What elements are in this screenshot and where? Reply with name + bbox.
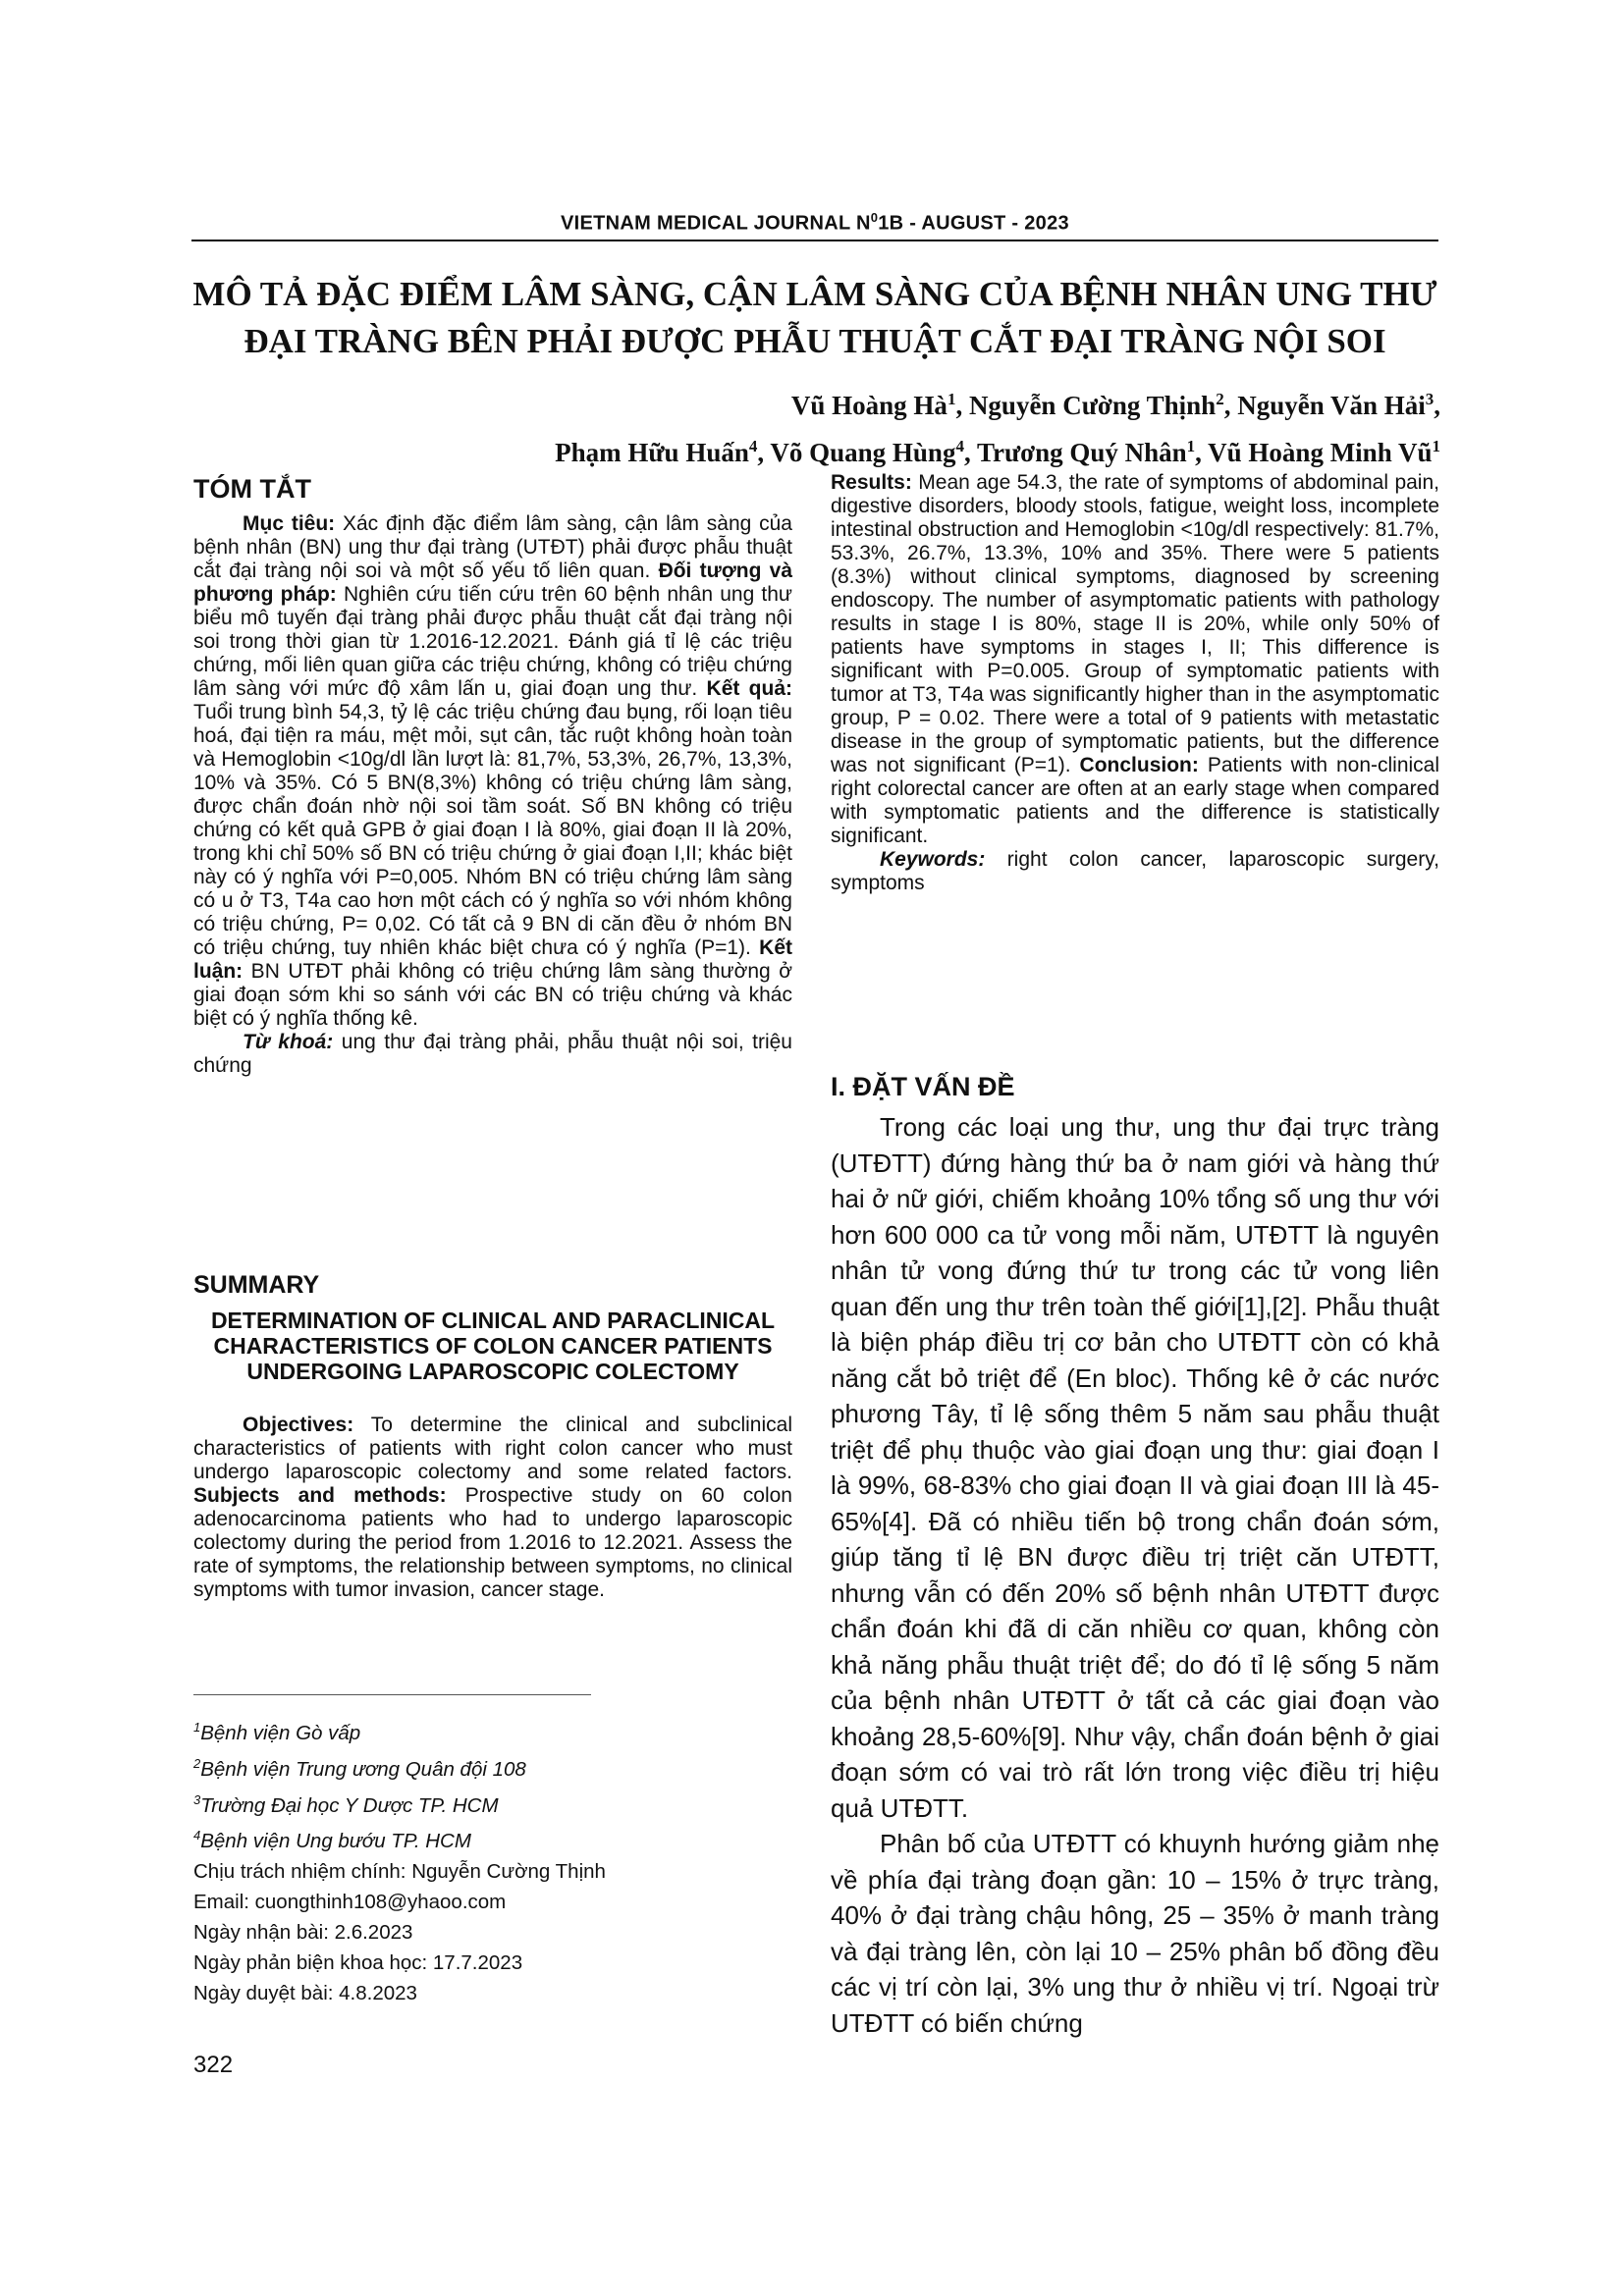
en-summary-heading: SUMMARY: [193, 1271, 320, 1299]
vn-keywords: Từ khoá: ung thư đại tràng phải, phẫu thuật nội soi, triệu chứng: [193, 1031, 792, 1077]
email-line: Email: cuongthinh108@yhaoo.com: [193, 1891, 507, 1914]
affiliation-3: $^3$Trường Đại học Y Dược TP. HCM: [193, 1791, 499, 1817]
en-abstract-part2: Results: Mean age 54.3, the rate of symptoms of abdominal pain, digestive disorders, bloody stools, fatigue, weight loss, incomplete intestinal obstruction and Hemoglobin <10g/dl respectively: 81.7%, 53.3%, 26.7%, 13.3%, 10% and 35%. There were 5 patients (8.3%) without clinical symptoms, diagnosed by screening endoscopy. The number of asymptomatic patients with pathology results in stage I is 80%, stage II is 20%, while only 50% of patients have symptoms in stages I, II; This difference is significant with P=0.005. Group of symptomatic patients with tumor at T3, T4a was significantly higher than in the asymptomatic group, P = 0.02. There were a total of 9 patients with metastatic disease in the group of symptomatic patients, but the difference was not significant (P=1). Conclusion: Patients with non-clinical right colorectal cancer are often at an early stage when compared with symptomatic patients and the difference is statistically significant. Keywords: right colon cancer, laparoscopic surgery, symptoms: [831, 471, 1440, 894]
footnote-rule: [193, 1694, 591, 1695]
header-rule: [191, 240, 1438, 241]
intro-heading: I. ĐẶT VẤN ĐỀ: [831, 1072, 1015, 1101]
vn-abstract-heading: TÓM TẮT: [193, 474, 311, 504]
affiliation-4: $^4$Bệnh viện Ung bướu TP. HCM: [193, 1828, 471, 1853]
accepted-date: Ngày duyệt bài: 4.8.2023: [193, 1982, 417, 2005]
page-number: 322: [193, 2052, 234, 2078]
en-article-title: DETERMINATION OF CLINICAL AND PARACLINICAL CHARACTERISTICS OF COLON CANCER PATIENTS UNDERGOING LAPAROSCOPIC COLECTOMY: [210, 1308, 776, 1384]
vn-abstract-paragraph: Mục tiêu: Xác định đặc điểm lâm sàng, cận lâm sàng của bệnh nhân (BN) ung thư đại tràng (UTĐT) phải được phẫu thuật cắt đại tràng nội soi và một số yếu tố liên quan. Đối tượng và phương pháp: Nghiên cứu tiến cứu trên 60 bệnh nhân ung thư biểu mô tuyến đại tràng phải được phẫu thuật cắt đại tràng nội soi trong thời gian từ 1.2016-12.2021. Đánh giá tỉ lệ các triệu chứng, mối liên quan giữa các triệu chứng, không có triệu chứng lâm sàng với mức độ xâm lấn u, giai đoạn ung thư. Kết quả: Tuổi trung bình 54,3, tỷ lệ các triệu chứng đau bụng, rối loạn tiêu hoá, đại tiện ra máu, mệt mỏi, sụt cân, tắc ruột không hoàn toàn và Hemoglobin <10g/dl lần lượt là: 81,7%, 53,3%, 26,7%, 13,3%, 10% và 35%. Có 5 BN(8,3%) không có triệu chứng lâm sàng, được chẩn đoán nhờ nội soi tầm soát. Số BN không có triệu chứng có kết quả GPB ở giai đoạn I là 80%, giai đoạn II là 20%, trong khi chỉ 50% số BN có triệu chứng ở giai đoạn I,II; khác biệt này có ý nghĩa với P=0,005. Nhóm BN có triệu chứng lâm sàng có u ở T3, T4a cao hơn một cách có ý nghĩa so với nhóm không có triệu chứng, P= 0,02. Có tất cả 9 BN di căn đều ở nhóm BN có triệu chứng, tuy nhiên khác biệt chưa có ý nghĩa (P=1). Kết luận: BN UTĐT phải không có triệu chứng lâm sàng thường ở giai đoạn sớm khi so sánh với các BN có triệu chứng và khác biệt có ý nghĩa thống kê.: [193, 512, 793, 1030]
intro-paragraph-1: Trong các loại ung thư, ung thư đại trực tràng (UTĐTT) đứng hàng thứ ba ở nam giới và hàng thứ hai ở nữ giới, chiếm khoảng 10% tổng số ung thư với hơn 600 000 ca tử vong mỗi năm, UTĐTT là nguyên nhân tử vong đứng thứ tư trong các tử vong liên quan đến ung thư trên toàn thế giới[1],[2]. Phẫu thuật là biện pháp điều trị cơ bản cho UTĐTT còn có khả năng cắt bỏ triệt để (En bloc). Thống kê ở các nước phương Tây, tỉ lệ sống thêm 5 năm sau phẫu thuật triệt để phụ thuộc vào giai đoạn ung thư: giai đoạn I là 99%, 68-83% cho giai đoạn II và giai đoạn III là 45-65%[4]. Đã có nhiều tiến bộ trong chẩn đoán sớm, giúp tăng tỉ lệ BN được điều trị triệt căn UTĐTT, nhưng vẫn có đến 20% số bệnh nhân UTĐTT được chẩn đoán khi đã di căn nhiều cơ quan, không còn khả năng phẫu thuật triệt để; do đó tỉ lệ sống 5 năm của bệnh nhân UTĐTT ở tất cả các giai đoạn vào khoảng 28,5-60%[9]. Như vậy, chẩn đoán bệnh ở giai đoạn sớm có vai trò rất lớn trong việc điều trị hiệu quả UTĐTT.: [831, 1112, 1439, 1823]
journal-header: VIETNAM MEDICAL JOURNAL $N^01B$ - AUGUST - 2023: [561, 210, 1069, 235]
authors-line-2: Phạm Hữu Huấn$^4$, Võ Quang Hùng$^4$, Trương Quý Nhân$^1$, Vũ Hoàng Minh $Vũ^1$: [555, 437, 1440, 467]
intro-body: [831, 1109, 1439, 2041]
intro-paragraph-2: Phân bố của UTĐTT có khuynh hướng giảm nhẹ về phía đại tràng đoạn gần: 10 – 15% ở trực tràng, 40% ở đại tràng chậu hông, 25 – 35% ở manh tràng và đại tràng lên, còn lại 10 – 25% phân bố đồng đều các vị trí còn lại, 3% ung thư ở nhiều vị trí. Ngoại trừ UTĐTT có biến chứng: [831, 1829, 1439, 2038]
article-title: [167, 271, 1463, 365]
title-line-2: ĐẠI TRÀNG BÊN PHẢI ĐƯỢC PHẪU THUẬT CẮT ĐẠI TRÀNG NỘI SOI: [244, 322, 1386, 360]
affiliation-1: $^1$Bệnh viện Gò vấp: [193, 1720, 361, 1744]
corresponding-author: Chịu trách nhiệm chính: Nguyễn Cường Thịnh: [193, 1860, 606, 1884]
authors-line-1: Vũ Hoàng $Hà^1$, Nguyễn Cường Thịnh$^2$, Nguyễn Văn Hải$^3$,: [790, 390, 1440, 420]
en-keywords: Keywords: right colon cancer, laparoscopic surgery, symptoms: [831, 848, 1439, 894]
title-line-1: MÔ TẢ ĐẶC ĐIỂM LÂM SÀNG, CẬN LÂM SÀNG CỦA BỆNH NHÂN UNG THƯ: [192, 275, 1437, 313]
footnotes: [193, 1712, 783, 2008]
affiliation-2: $^2$Bệnh viện Trung ương Quân đội 108: [193, 1755, 526, 1781]
vn-abstract-body: [193, 512, 792, 1078]
review-date: Ngày phản biện khoa học: 17.7.2023: [193, 1951, 523, 1975]
received-date: Ngày nhận bài: 2.6.2023: [193, 1921, 413, 1945]
author-list: [295, 379, 1440, 473]
en-abstract-part1: Objectives: To determine the clinical and subclinical characteristics of patients with right colon cancer who must undergo laparoscopic colectomy and some related factors. Subjects and methods: Prospective study on 60 colon adenocarcinoma patients who had to undergo laparoscopic colectomy during the period from 1.2016 to 12.2021. Assess the rate of symptoms, the relationship between symptoms, no clinical symptoms with tumor invasion, cancer stage.: [193, 1414, 792, 1601]
